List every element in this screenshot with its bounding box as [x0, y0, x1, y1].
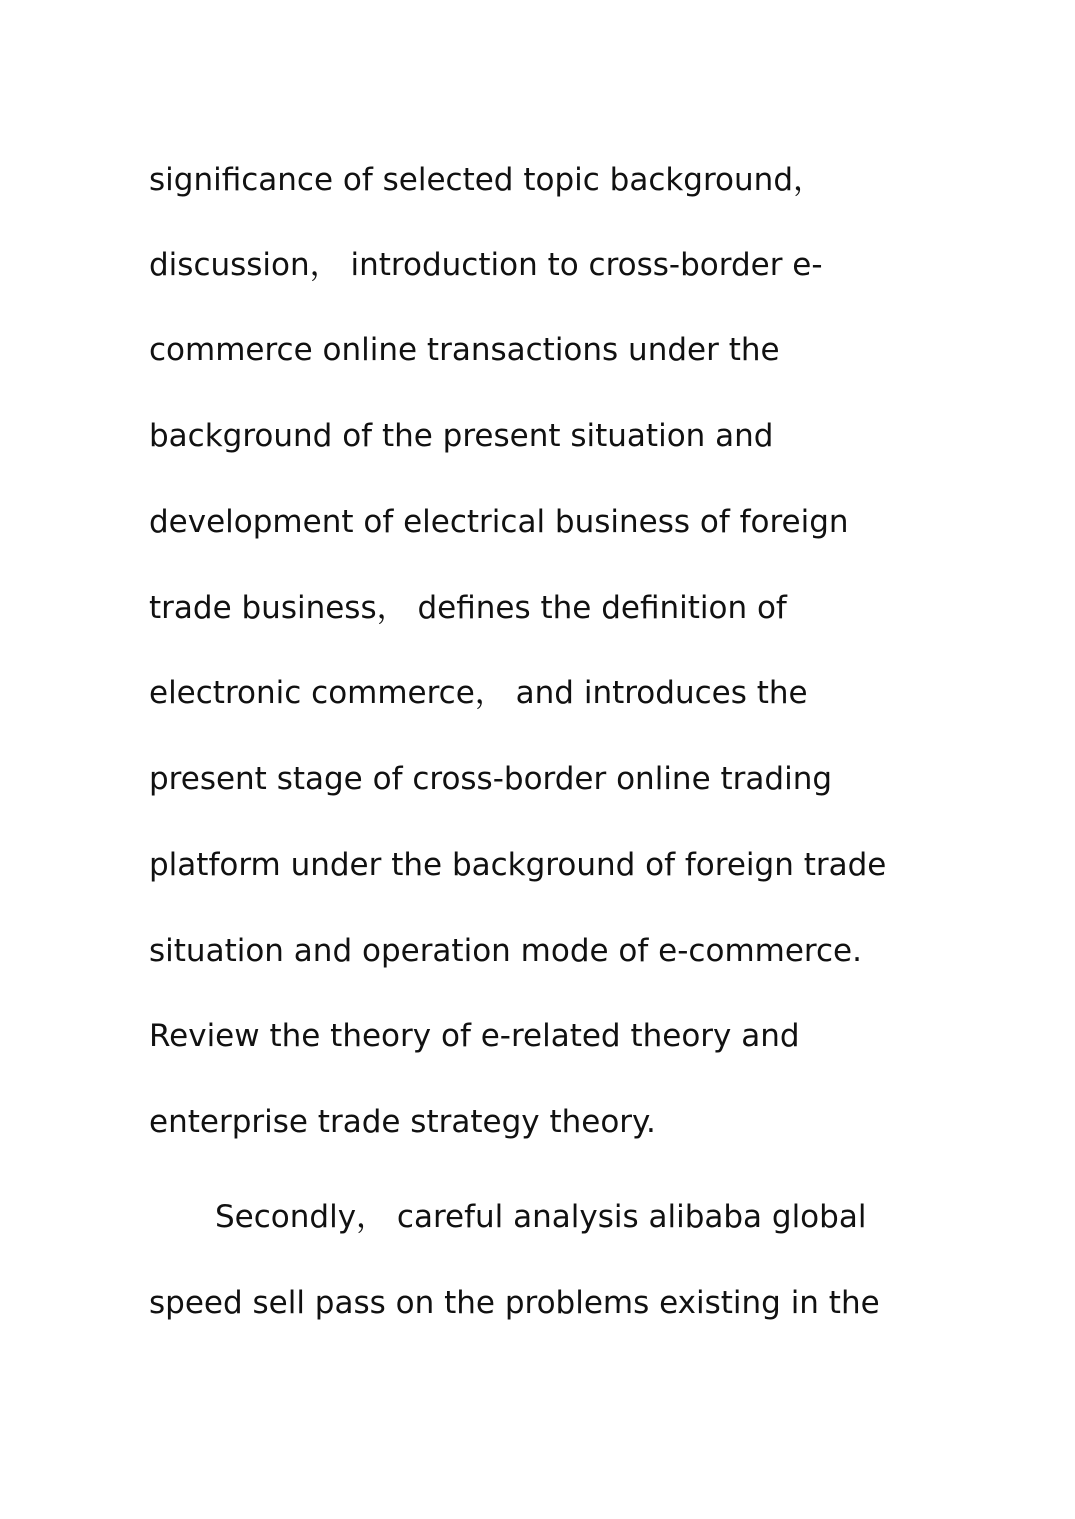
text-line: speed sell pass on the problems existing in the	[149, 1285, 880, 1321]
text-line: present stage of cross-border online trading	[149, 761, 833, 797]
text-line: electronic commerce， and introduces the	[149, 675, 808, 711]
paragraph-start-line: Secondly， careful analysis alibaba global	[215, 1199, 867, 1235]
text-line: discussion， introduction to cross-border e-	[149, 247, 823, 283]
text-line: platform under the background of foreign trade	[149, 847, 887, 883]
text-line: background of the present situation and	[149, 418, 774, 454]
text-line: situation and operation mode of e-commerce.	[149, 933, 862, 969]
text-line: enterprise trade strategy theory.	[149, 1104, 656, 1140]
text-line: development of electrical business of foreign	[149, 504, 849, 540]
text-line: trade business， defines the definition of	[149, 590, 787, 626]
text-line: commerce online transactions under the	[149, 332, 780, 368]
text-line: Review the theory of e-related theory and	[149, 1018, 800, 1054]
text-line: significance of selected topic background，	[149, 162, 824, 198]
